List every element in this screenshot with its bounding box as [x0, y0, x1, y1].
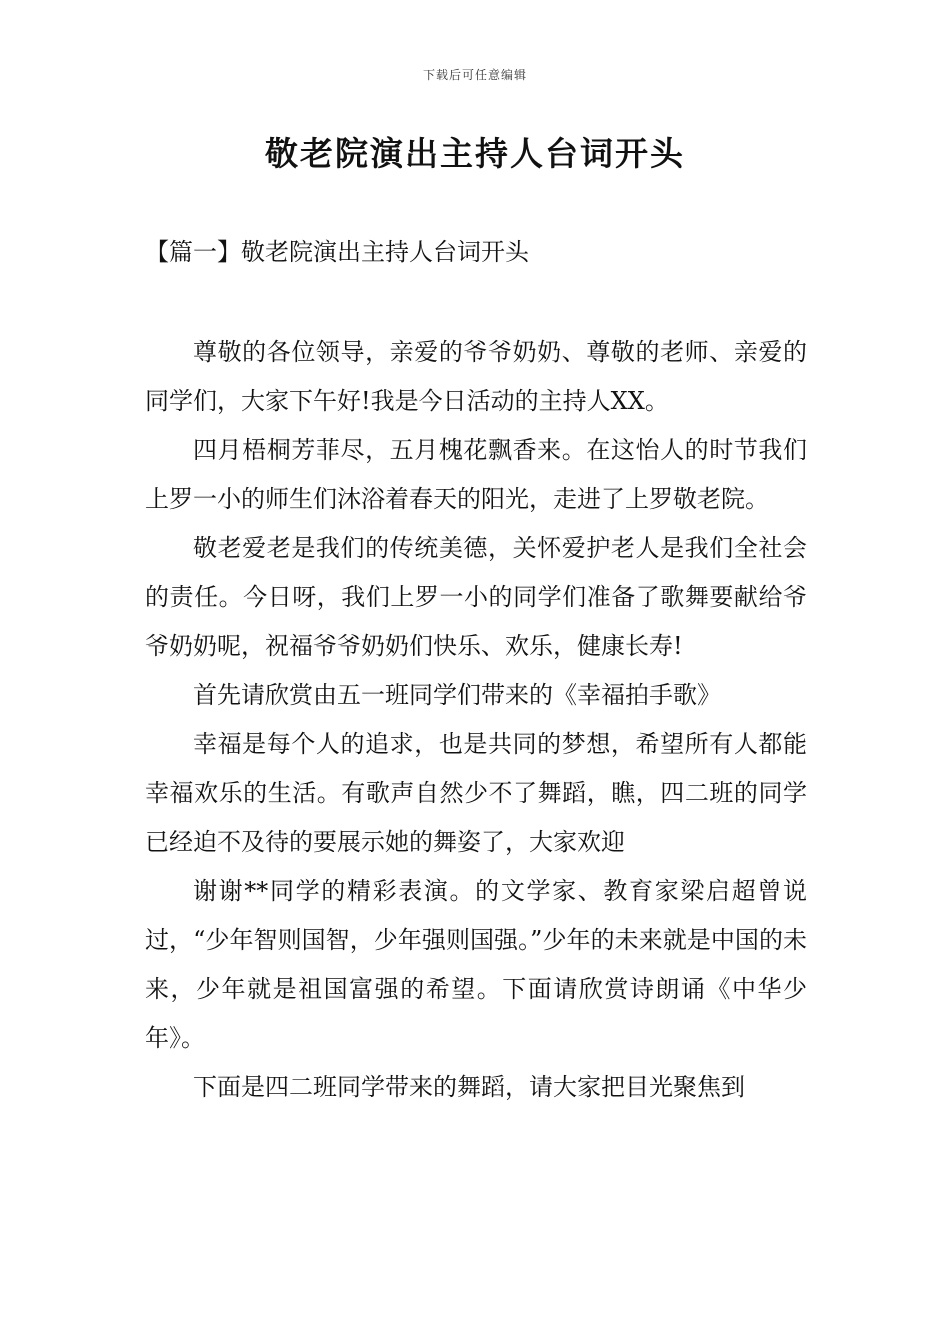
paragraph: 谢谢**同学的精彩表演。的文学家、教育家梁启超曾说过，“少年智则国智，少年强则国强。”少年的未来就是中国的未来，少年就是祖国富强的希望。下面请欣赏诗朗诵《中华少年》。	[145, 877, 807, 1052]
body-text	[145, 328, 807, 1112]
paragraph: 敬老爱老是我们的传统美德，关怀爱护老人是我们全社会的责任。今日呀，我们上罗一小的同学们准备了歌舞要献给爷爷奶奶呢，祝福爷爷奶奶们快乐、欢乐，健康长寿!	[145, 534, 807, 660]
paragraph: 下面是四二班同学带来的舞蹈，请大家把目光聚焦到	[193, 1073, 745, 1101]
header-note: 下载后可任意编辑	[422, 68, 527, 82]
paragraph: 尊敬的各位领导，亲爱的爷爷奶奶、尊敬的老师、亲爱的同学们，大家下午好!我是今日活动的主持人XX。	[145, 338, 807, 415]
paragraph: 首先请欣赏由五一班同学们带来的《幸福拍手歌》	[193, 681, 721, 709]
paragraph: 幸福是每个人的追求，也是共同的梦想，希望所有人都能幸福欢乐的生活。有歌声自然少不了舞蹈，瞧，四二班的同学已经迫不及待的要展示她的舞姿了，大家欢迎	[145, 730, 807, 856]
section-heading: 【篇一】敬老院演出主持人台词开头	[145, 238, 529, 266]
paragraph: 四月梧桐芳菲尽，五月槐花飘香来。在这怡人的时节我们上罗一小的师生们沐浴着春天的阳光，走进了上罗敬老院。	[145, 436, 807, 513]
document-title: 敬老院演出主持人台词开头	[265, 134, 685, 173]
